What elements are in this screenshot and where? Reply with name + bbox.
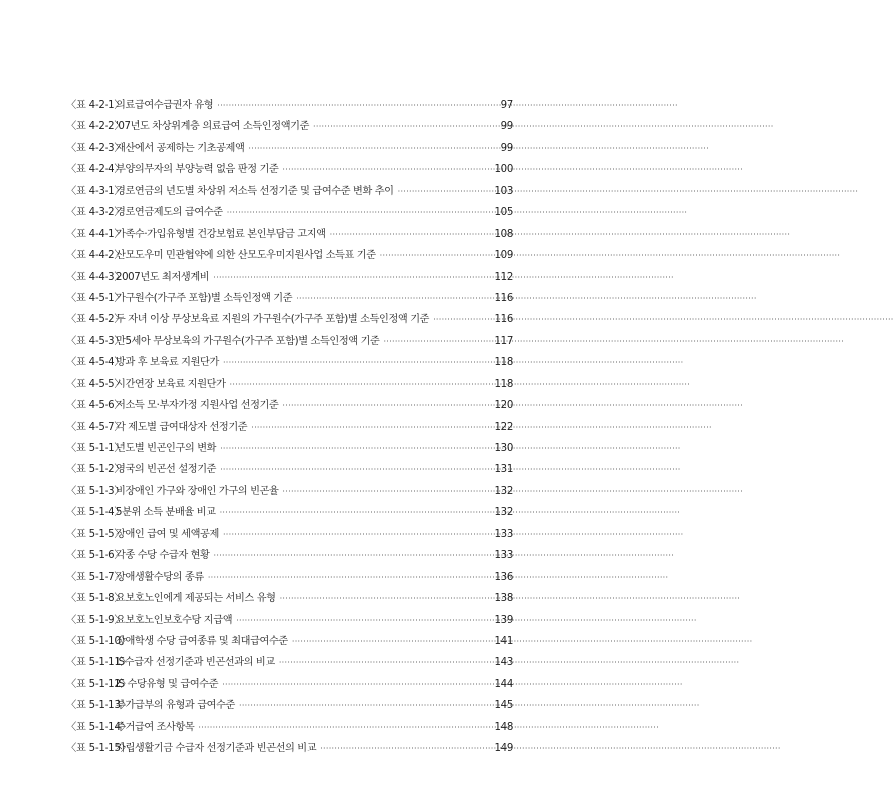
table-number: 〈표 5-1-7〉 [66, 571, 125, 583]
table-title: 방과 후 보육료 지원단가 [116, 357, 219, 369]
dot-leader [433, 315, 493, 324]
table-title: '07년도 차상위계층 의료급여 소득인정액기준 [116, 121, 310, 133]
dot-leader [198, 723, 493, 732]
dot-leader [220, 465, 493, 474]
table-number: 〈표 5-1-5〉 [66, 528, 125, 540]
dot-leader [296, 294, 493, 303]
table-number: 〈표 4-5-4〉 [66, 357, 125, 369]
toc-entry[interactable] [66, 546, 513, 567]
toc-entry[interactable] [66, 268, 513, 289]
toc-entry[interactable] [66, 353, 513, 374]
page-number: 99 [500, 121, 513, 133]
page-number: 148 [494, 721, 513, 733]
page-number: 116 [494, 292, 513, 304]
dot-leader [282, 487, 493, 496]
page-number: 122 [494, 421, 513, 433]
page-number: 108 [494, 228, 513, 240]
dot-leader [227, 208, 494, 217]
toc-entry[interactable] [66, 632, 513, 653]
dot-leader [213, 551, 493, 560]
toc-entry[interactable] [66, 332, 513, 353]
table-title: 장애인 급여 및 세액공제 [116, 528, 219, 540]
table-number: 〈표 4-5-2〉 [66, 314, 125, 326]
table-title: 재산에서 공제하는 기초공제액 [116, 142, 245, 154]
table-number: 〈표 5-1-12〉 [66, 678, 131, 690]
toc-entry[interactable] [66, 696, 513, 717]
table-number: 〈표 4-5-5〉 [66, 378, 125, 390]
table-title: 영국의 빈곤선 설정기준 [116, 464, 217, 476]
table-number: 〈표 5-1-15〉 [66, 743, 131, 755]
table-number: 〈표 5-1-4〉 [66, 507, 125, 519]
dot-leader [398, 187, 494, 196]
dot-leader [223, 530, 494, 539]
table-number: 〈표 5-1-11〉 [66, 657, 131, 669]
toc-entry[interactable] [66, 246, 513, 267]
table-number: 〈표 4-4-1〉 [66, 228, 125, 240]
dot-leader [282, 401, 493, 410]
dot-leader [217, 101, 499, 110]
dot-leader [280, 594, 494, 603]
page-number: 120 [494, 400, 513, 412]
table-number: 〈표 5-1-2〉 [66, 464, 125, 476]
table-title: 저소득 모·부자가정 지원사업 선정기준 [116, 400, 279, 412]
table-title: 부가급부의 유형과 급여수준 [116, 700, 235, 712]
toc-entry[interactable] [66, 182, 513, 203]
page-number: 145 [494, 700, 513, 712]
table-title: 만5세아 무상보육의 가구원수(가구주 포함)별 소득인정액 기준 [116, 335, 380, 347]
page-number: 149 [494, 743, 513, 755]
page-number: 143 [494, 657, 513, 669]
page-number: 118 [494, 378, 513, 390]
toc-entry[interactable] [66, 418, 513, 439]
toc-entry[interactable] [66, 375, 513, 396]
page-number: 105 [494, 207, 513, 219]
table-title: 경로연금제도의 급여수준 [116, 207, 223, 219]
table-number: 〈표 4-3-1〉 [66, 185, 125, 197]
toc-entry[interactable] [66, 568, 513, 589]
dot-leader [320, 744, 493, 753]
toc-entry[interactable] [66, 396, 513, 417]
table-number: 〈표 4-5-6〉 [66, 400, 125, 412]
toc-entry[interactable] [66, 718, 513, 739]
table-number: 〈표 4-2-4〉 [66, 164, 125, 176]
table-title: 2007년도 최저생계비 [116, 271, 210, 283]
page-number: 132 [494, 507, 513, 519]
table-number: 〈표 5-1-6〉 [66, 550, 125, 562]
dot-leader [380, 251, 494, 260]
table-number: 〈표 4-5-7〉 [66, 421, 125, 433]
dot-leader [236, 616, 493, 625]
table-title: 주거급여 조사항목 [116, 721, 195, 733]
page-number: 99 [500, 142, 513, 154]
table-number: 〈표 5-1-13〉 [66, 700, 131, 712]
table-number: 〈표 4-2-1〉 [66, 100, 125, 111]
dot-leader [282, 165, 493, 174]
page-number: 133 [494, 528, 513, 540]
table-of-tables-list [66, 96, 513, 761]
table-number: 〈표 4-5-3〉 [66, 335, 125, 347]
dot-leader [292, 637, 494, 646]
table-title: 의료급여수급권자 유형 [116, 100, 214, 111]
toc-entry[interactable] [66, 160, 513, 181]
dot-leader [330, 230, 494, 239]
dot-leader [251, 423, 493, 432]
table-title: 년도별 빈곤인구의 변화 [116, 443, 217, 454]
table-title: IS 수당유형 및 급여수준 [116, 678, 219, 690]
table-title: 산모도우미 민관협약에 의한 산모도우미지원사업 소득표 기준 [116, 250, 376, 262]
table-title: 요보호노인에게 제공되는 서비스 유형 [116, 593, 276, 605]
toc-entry[interactable] [66, 289, 513, 310]
table-title: 비장애인 가구와 장애인 가구의 빈곤율 [116, 485, 279, 497]
toc-entry[interactable] [66, 310, 513, 331]
page-number: 136 [494, 571, 513, 583]
table-title: 자립생활기금 수급자 선정기준과 빈곤선의 비교 [116, 743, 317, 755]
dot-leader [213, 273, 493, 282]
page-number: 139 [494, 614, 513, 626]
page-number: 144 [494, 678, 513, 690]
table-number: 〈표 4-3-2〉 [66, 207, 125, 219]
toc-entry[interactable] [66, 96, 513, 117]
table-title: 가족수·가입유형별 건강보험료 본인부담금 고지액 [116, 228, 326, 240]
dot-leader [223, 358, 494, 367]
table-title: 각종 수당 수급자 현황 [116, 550, 210, 562]
dot-leader [383, 337, 493, 346]
table-number: 〈표 4-5-1〉 [66, 292, 125, 304]
dot-leader [230, 380, 494, 389]
toc-entry[interactable] [66, 439, 513, 460]
table-title: 가구원수(가구주 포함)별 소득인정액 기준 [116, 292, 293, 304]
table-title: 부양의무자의 부양능력 없음 판정 기준 [116, 164, 279, 176]
table-number: 〈표 4-4-3〉 [66, 271, 125, 283]
dot-leader [220, 508, 494, 517]
dot-leader [279, 658, 494, 667]
page-number: 132 [494, 485, 513, 497]
table-number: 〈표 5-1-1〉 [66, 443, 125, 454]
dot-leader [248, 144, 499, 153]
table-number: 〈표 4-2-3〉 [66, 142, 125, 154]
table-title: 5분위 소득 분배율 비교 [116, 507, 216, 519]
page-number: 109 [494, 250, 513, 262]
page-number: 100 [494, 164, 513, 176]
table-title: 요보호노인보호수당 지급액 [116, 614, 233, 626]
table-title: 경로연금의 년도별 차상위 저소득 선정기준 및 급여수준 변화 추이 [116, 185, 394, 197]
toc-entry[interactable] [66, 225, 513, 246]
page-number: 141 [494, 635, 513, 647]
table-number: 〈표 4-2-2〉 [66, 121, 125, 133]
toc-entry[interactable] [66, 203, 513, 224]
page-number: 130 [494, 443, 513, 454]
toc-entry[interactable] [66, 482, 513, 503]
page-number: 103 [494, 185, 513, 197]
toc-entry[interactable] [66, 653, 513, 674]
dot-leader [208, 573, 494, 582]
toc-entry[interactable] [66, 460, 513, 481]
table-number: 〈표 5-1-3〉 [66, 485, 125, 497]
table-title: 장애생활수당의 종류 [116, 571, 204, 583]
page-number: 138 [494, 593, 513, 605]
toc-entry[interactable] [66, 675, 513, 696]
toc-entry[interactable] [66, 611, 513, 632]
table-number: 〈표 4-4-2〉 [66, 250, 125, 262]
page-number: 133 [494, 550, 513, 562]
dot-leader [313, 122, 500, 131]
dot-leader [220, 444, 493, 453]
page-number: 112 [494, 271, 513, 283]
table-number: 〈표 5-1-8〉 [66, 593, 125, 605]
dot-leader [239, 701, 493, 710]
toc-entry[interactable] [66, 117, 513, 138]
table-number: 〈표 5-1-10〉 [66, 635, 131, 647]
toc-entry[interactable] [66, 139, 513, 160]
table-number: 〈표 5-1-14〉 [66, 721, 131, 733]
toc-entry[interactable] [66, 589, 513, 610]
table-title: 두 자녀 이상 무상보육료 지원의 가구원수(가구주 포함)별 소득인정액 기준 [116, 314, 430, 326]
page-number: 117 [494, 335, 513, 347]
table-title: IS수급자 선정기준과 빈곤선과의 비교 [116, 657, 275, 669]
table-title: 장애학생 수당 급여종류 및 최대급여수준 [116, 635, 288, 647]
toc-entry[interactable] [66, 525, 513, 546]
table-number: 〈표 5-1-9〉 [66, 614, 125, 626]
toc-entry[interactable] [66, 739, 513, 760]
page-number: 97 [500, 100, 513, 111]
page-number: 131 [494, 464, 513, 476]
dot-leader [222, 680, 493, 689]
page-number: 116 [494, 314, 513, 326]
toc-entry[interactable] [66, 503, 513, 524]
page-number: 118 [494, 357, 513, 369]
table-title: 각 제도별 급여대상자 선정기준 [116, 421, 248, 433]
table-title: 시간연장 보육료 지원단가 [116, 378, 226, 390]
